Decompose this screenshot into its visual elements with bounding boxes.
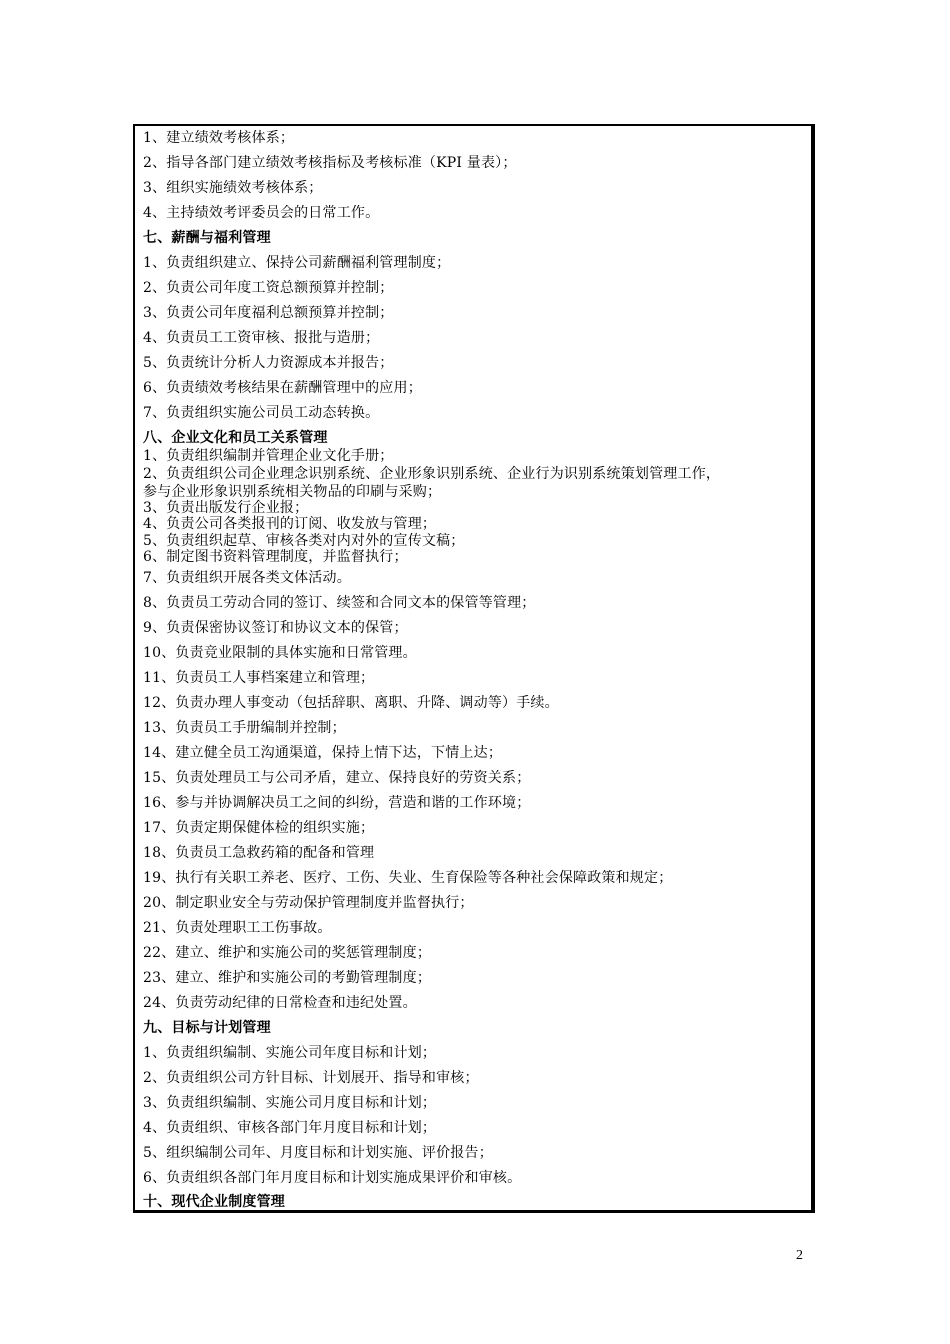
list-item: 4、负责员工工资审核、报批与造册； [143,330,380,346]
section-heading: 十、现代企业制度管理 [143,1194,285,1210]
list-item: 18、负责员工急救药箱的配备和管理 [143,845,375,861]
list-item: 17、负责定期保健体检的组织实施； [143,820,375,836]
list-item: 3、负责组织编制、实施公司月度目标和计划； [143,1095,437,1111]
list-item: 2、负责组织公司企业理念识别系统、企业形象识别系统、企业行为识别系统策划管理工作， [143,466,721,482]
section-heading: 七、薪酬与福利管理 [143,230,271,246]
list-item: 9、负责保密协议签订和协议文本的保管； [143,620,408,636]
list-item: 13、负责员工手册编制并控制； [143,720,346,736]
list-item: 23、建立、维护和实施公司的考勤管理制度； [143,970,432,986]
list-item: 22、建立、维护和实施公司的奖惩管理制度； [143,945,432,961]
list-item: 4、负责公司各类报刊的订阅、收发放与管理； [143,516,437,532]
list-item: 1、建立绩效考核体系； [143,130,295,146]
list-item: 12、负责办理人事变动（包括辞职、离职、升降、调动等）手续。 [143,695,559,711]
list-item: 2、指导各部门建立绩效考核指标及考核标准（KPI 量表）； [143,155,517,171]
section-heading: 九、目标与计划管理 [143,1020,271,1036]
list-item: 5、负责组织起草、审核各类对内对外的宣传文稿； [143,533,465,549]
list-item: 2、负责组织公司方针目标、计划展开、指导和审核； [143,1070,479,1086]
list-item: 2、负责公司年度工资总额预算并控制； [143,280,394,296]
list-item: 4、负责组织、审核各部门年月度目标和计划； [143,1120,437,1136]
list-item: 15、负责处理员工与公司矛盾，建立、保持良好的劳资关系； [143,770,531,786]
list-item: 5、负责统计分析人力资源成本并报告； [143,355,394,371]
list-item: 7、负责组织实施公司员工动态转换。 [143,405,380,421]
list-item: 20、制定职业安全与劳动保护管理制度并监督执行； [143,895,474,911]
list-item: 3、负责出版发行企业报； [143,500,309,516]
list-item: 参与企业形象识别系统相关物品的印刷与采购； [143,484,442,500]
list-item: 6、负责组织各部门年月度目标和计划实施成果评价和审核。 [143,1170,522,1186]
list-item: 11、负责员工人事档案建立和管理； [143,670,375,686]
list-item: 8、负责员工劳动合同的签订、续签和合同文本的保管等管理； [143,595,536,611]
list-item: 5、组织编制公司年、月度目标和计划实施、评价报告； [143,1145,493,1161]
page-number: 2 [796,1248,803,1263]
list-item: 14、建立健全员工沟通渠道，保持上情下达，下情上达； [143,745,503,761]
list-item: 1、负责组织编制、实施公司年度目标和计划； [143,1045,437,1061]
list-item: 6、负责绩效考核结果在薪酬管理中的应用； [143,380,422,396]
list-item: 19、执行有关职工养老、医疗、工伤、失业、生育保险等各种社会保障政策和规定； [143,870,673,886]
list-item: 24、负责劳动纪律的日常检查和违纪处置。 [143,995,417,1011]
list-item: 6、制定图书资料管理制度，并监督执行； [143,549,408,565]
section-heading: 八、企业文化和员工关系管理 [143,430,328,446]
list-item: 21、负责处理职工工伤事故。 [143,920,332,936]
list-item: 4、主持绩效考评委员会的日常工作。 [143,205,380,221]
list-item: 1、负责组织编制并管理企业文化手册； [143,448,394,464]
list-item: 3、组织实施绩效考核体系； [143,180,323,196]
list-item: 1、负责组织建立、保持公司薪酬福利管理制度； [143,255,451,271]
list-item: 7、负责组织开展各类文体活动。 [143,570,351,586]
list-item: 3、负责公司年度福利总额预算并控制； [143,305,394,321]
list-item: 16、参与并协调解决员工之间的纠纷，营造和谐的工作环境； [143,795,531,811]
list-item: 10、负责竞业限制的具体实施和日常管理。 [143,645,417,661]
